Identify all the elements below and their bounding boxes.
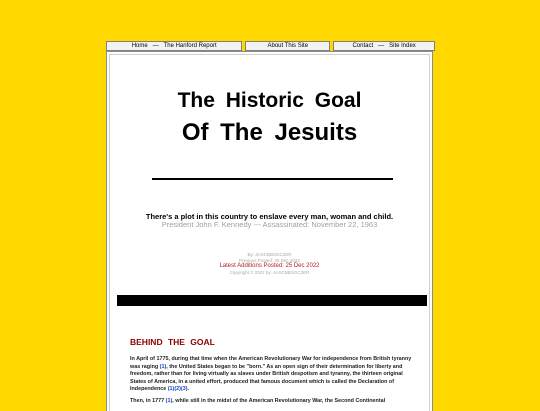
nav-about-link[interactable]: About This Site [245, 41, 330, 51]
intro-statement: There's a plot in this country to enslave every man, woman and child. [145, 212, 394, 221]
latest-additions: Latest Additions Posted: 25 Dec 2022 [219, 263, 320, 269]
page-title-line-1: The Historic Goal [177, 89, 362, 112]
copyright-line: Copyright © 2022 by: 4ASCBBSGC2ER [229, 270, 310, 275]
section-heading: BEHIND THE GOAL [130, 337, 215, 347]
intro-attribution: President John F. Kennedy --- Assassinated: November 22, 1963 [161, 220, 378, 229]
paragraph-1-text-b: , the United States began to be "born." As an open sign of their determination for liberty and freedom, rather than for living virtually as slaves under British despotism and tyranny, the thirteen original States of America, in a united effort, produced that famous document which is called the Declaration of Independence [130, 363, 403, 392]
paragraph-1-text-a: In April of 1775, during that time when the American Revolutionary War for independence from British tyranny was raging [130, 356, 412, 370]
paragraph-1-text-c: . [187, 386, 190, 392]
nav-contact-link[interactable]: Contact — Site Index [333, 41, 435, 51]
paragraph-1 [130, 356, 416, 394]
top-navigation [106, 41, 435, 50]
footnote-link[interactable]: (1) [159, 363, 167, 370]
nav-home-link[interactable]: Home — The Hanford Report [106, 41, 242, 51]
content-frame [109, 54, 430, 411]
page-content [106, 51, 433, 411]
footnote-link[interactable]: (1)(2)(3) [167, 386, 188, 392]
previous-posted: Previous Posted: 30 Dec 2022 [239, 258, 300, 263]
paragraph-2 [130, 398, 416, 406]
paragraph-2-text-b: , while still in the midst of the American Revolutionary War, the Second Continental [172, 398, 386, 404]
page-title-line-2: Of The Jesuits [181, 119, 358, 146]
footnote-link[interactable]: (1) [165, 398, 173, 404]
title-divider [152, 178, 393, 180]
section-divider-bar [117, 295, 427, 306]
author-line: By: 4ASCBBSGC2ER [247, 252, 292, 257]
paragraph-2-text-a: Then, in 1777 [130, 398, 166, 404]
